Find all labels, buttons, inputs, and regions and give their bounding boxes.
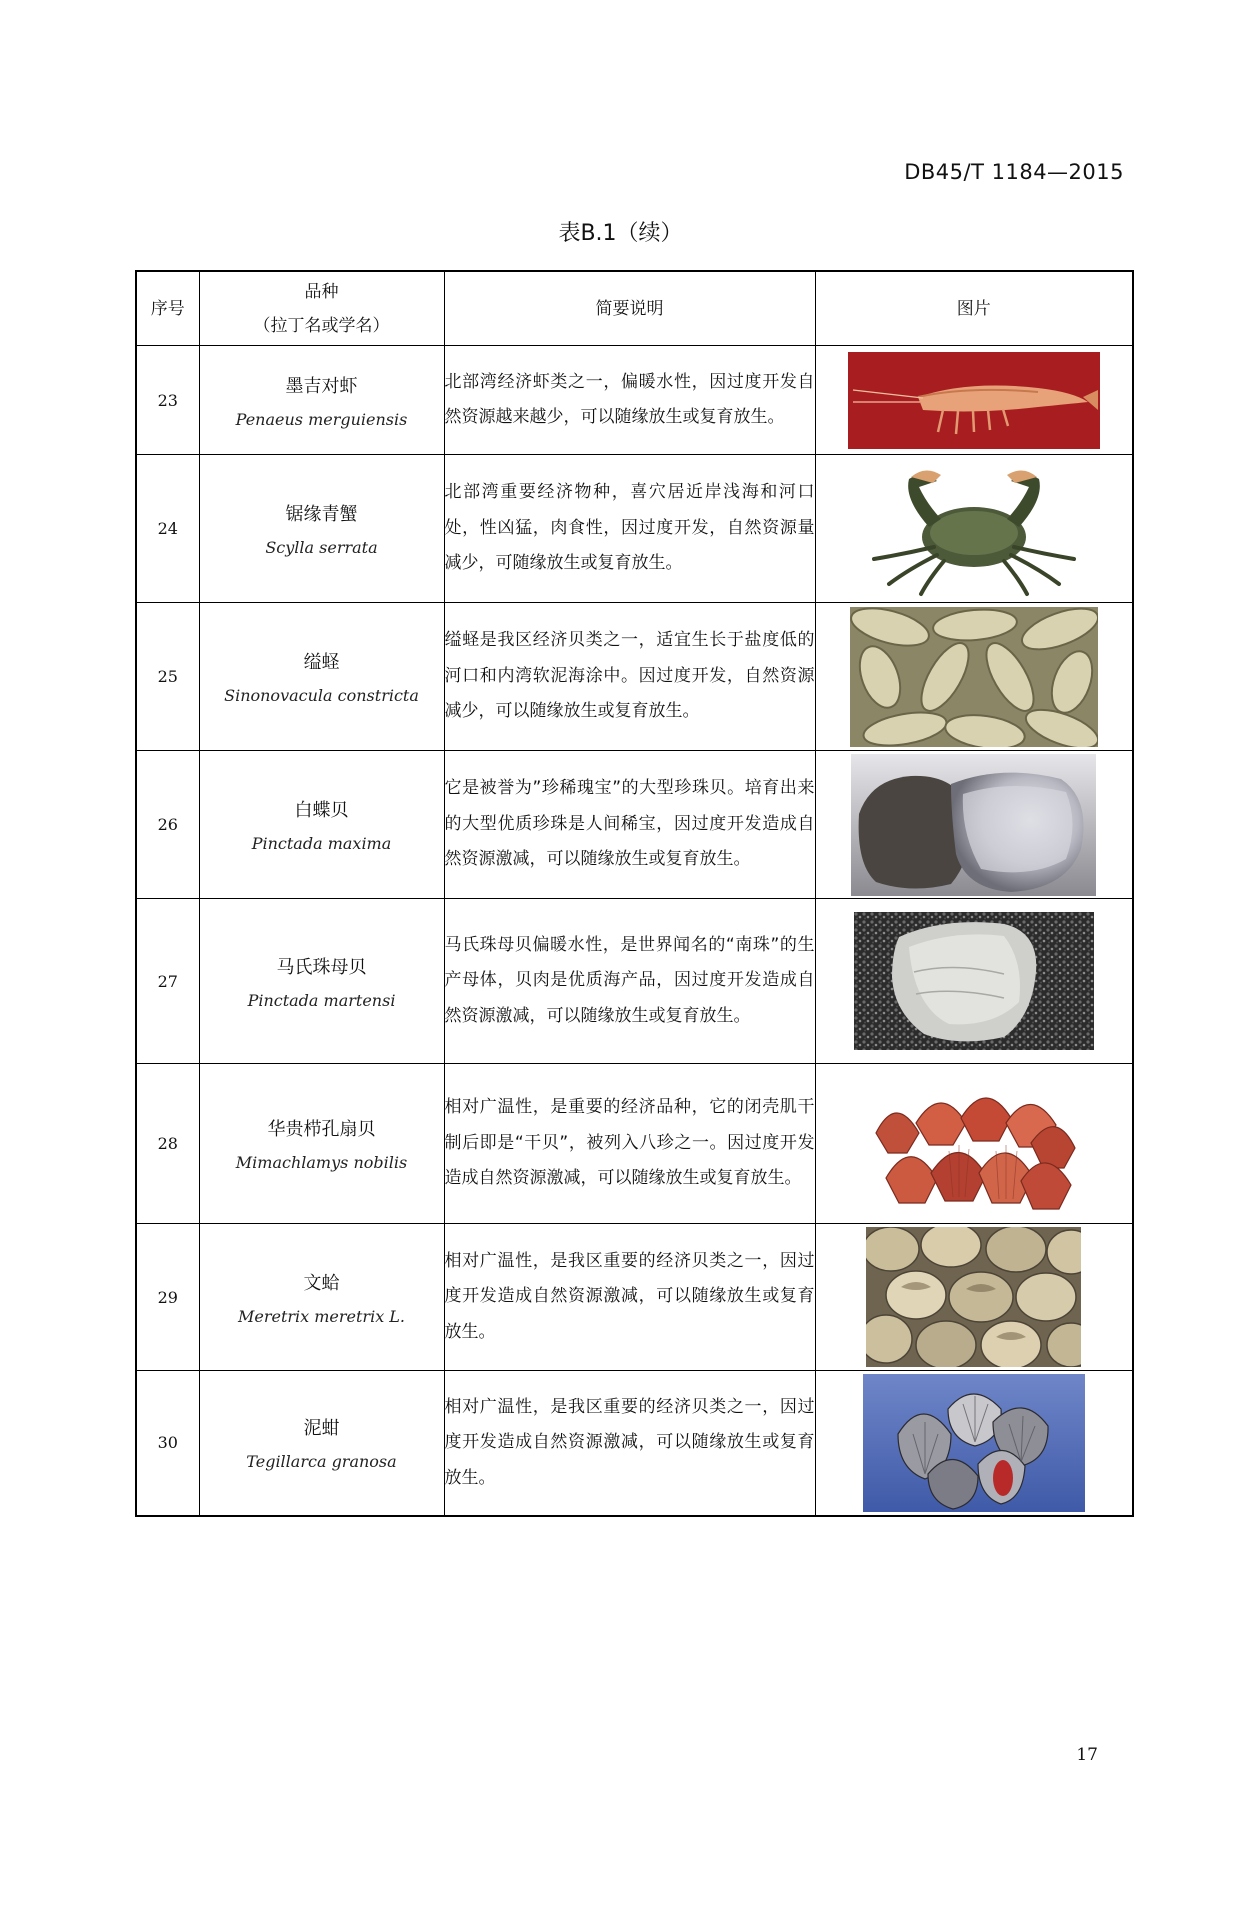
species-description: 它是被誉为”珍稀瑰宝”的大型珍珠贝。培育出来的大型优质珍珠是人间稀宝，因过度开发造成自然资源激减，可以随缘放生或复育放生。 [444, 751, 815, 899]
species-name-cn: 白蝶贝 [294, 800, 349, 821]
table-row [136, 1371, 1133, 1516]
table-row [136, 899, 1133, 1064]
table-row [136, 751, 1133, 899]
blood-cockle-photo [863, 1374, 1085, 1512]
species-description: 相对广温性，是我区重要的经济贝类之一，因过度开发造成自然资源激减，可以随缘放生或复育放生。 [444, 1371, 815, 1516]
header-variety [199, 271, 444, 346]
species-description: 北部湾经济虾类之一，偏暖水性，因过度开发自然资源越来越少，可以随缘放生或复育放生。 [444, 346, 815, 455]
species-image-cell [815, 751, 1133, 899]
razor-clam-photo [850, 607, 1098, 747]
species-table [135, 270, 1134, 1517]
row-number: 25 [136, 603, 199, 751]
species-image-cell [815, 346, 1133, 455]
table-row [136, 1064, 1133, 1224]
species-name-latin: Pinctada martensi [247, 990, 396, 1010]
row-number: 29 [136, 1224, 199, 1371]
species-name-latin: Meretrix meretrix L. [237, 1306, 406, 1326]
header-no: 序号 [136, 271, 199, 346]
species-image-cell [815, 1064, 1133, 1224]
akoya-oyster-photo [854, 912, 1094, 1050]
species-image-cell [815, 455, 1133, 603]
header-variety-line2: （拉丁名或学名） [253, 315, 390, 336]
header-picture: 图片 [815, 271, 1133, 346]
table-row [136, 1224, 1133, 1371]
species-name-cn: 华贵栉孔扇贝 [267, 1119, 376, 1140]
page-number: 17 [1076, 1745, 1098, 1765]
species-name-cn: 马氏珠母贝 [276, 956, 367, 978]
species-name-cell [199, 1224, 444, 1371]
species-name-cell [199, 603, 444, 751]
species-name-cn: 墨吉对虾 [285, 375, 358, 397]
table-row [136, 455, 1133, 603]
species-name-cell [199, 1064, 444, 1224]
species-description: 相对广温性，是我区重要的经济贝类之一，因过度开发造成自然资源激减，可以随缘放生或复育放生。 [444, 1224, 815, 1371]
species-description: 马氏珠母贝偏暖水性，是世界闻名的“南珠”的生产母体，贝肉是优质海产品，因过度开发造成自然资源激减，可以随缘放生或复育放生。 [444, 899, 815, 1064]
shrimp-photo [848, 352, 1100, 449]
species-image-cell [815, 1371, 1133, 1516]
pearl-oyster-photo [851, 754, 1096, 896]
species-name-cn: 泥蚶 [303, 1418, 340, 1440]
table-caption: 表B.1（续） [558, 221, 683, 246]
species-name-latin: Sinonovacula constricta [224, 686, 419, 705]
table-row [136, 346, 1133, 455]
species-name-latin: Pinctada maxima [251, 834, 392, 853]
species-name-cn: 锯缘青蟹 [285, 504, 358, 525]
species-image-cell [815, 603, 1133, 751]
species-name-cell [199, 1371, 444, 1516]
species-image-cell [815, 899, 1133, 1064]
row-number: 30 [136, 1371, 199, 1516]
species-name-latin: Tegillarca granosa [246, 1452, 397, 1472]
crab-photo [849, 459, 1099, 599]
scallop-photo [871, 1073, 1077, 1215]
row-number: 28 [136, 1064, 199, 1224]
species-description: 相对广温性，是重要的经济品种，它的闭壳肌干制后即是“干贝”，被列入八珍之一。因过度开发造成自然资源激减，可以随缘放生或复育放生。 [444, 1064, 815, 1224]
species-description: 北部湾重要经济物种，喜穴居近岸浅海和河口处，性凶猛，肉食性，因过度开发，自然资源量减少，可随缘放生或复育放生。 [444, 455, 815, 603]
table-row [136, 603, 1133, 751]
species-name-cell [199, 751, 444, 899]
species-name-cn: 缢蛏 [303, 652, 340, 673]
row-number: 27 [136, 899, 199, 1064]
species-image-cell [815, 1224, 1133, 1371]
species-name-cell [199, 899, 444, 1064]
row-number: 24 [136, 455, 199, 603]
row-number: 23 [136, 346, 199, 455]
species-name-cell [199, 346, 444, 455]
species-name-latin: Scylla serrata [265, 538, 378, 557]
species-name-latin: Penaeus merguiensis [235, 409, 408, 429]
table-header-row [136, 271, 1133, 346]
species-name-latin: Mimachlamys nobilis [235, 1153, 408, 1172]
clam-photo [866, 1227, 1081, 1367]
species-name-cn: 文蛤 [303, 1272, 340, 1294]
header-description: 简要说明 [444, 271, 815, 346]
species-name-cell [199, 455, 444, 603]
species-description: 缢蛏是我区经济贝类之一，适宜生长于盐度低的河口和内湾软泥海涂中。因过度开发，自然资源减少，可以随缘放生或复育放生。 [444, 603, 815, 751]
document-code: DB45/T 1184—2015 [904, 160, 1124, 184]
row-number: 26 [136, 751, 199, 899]
header-variety-line1: 品种 [304, 281, 339, 302]
